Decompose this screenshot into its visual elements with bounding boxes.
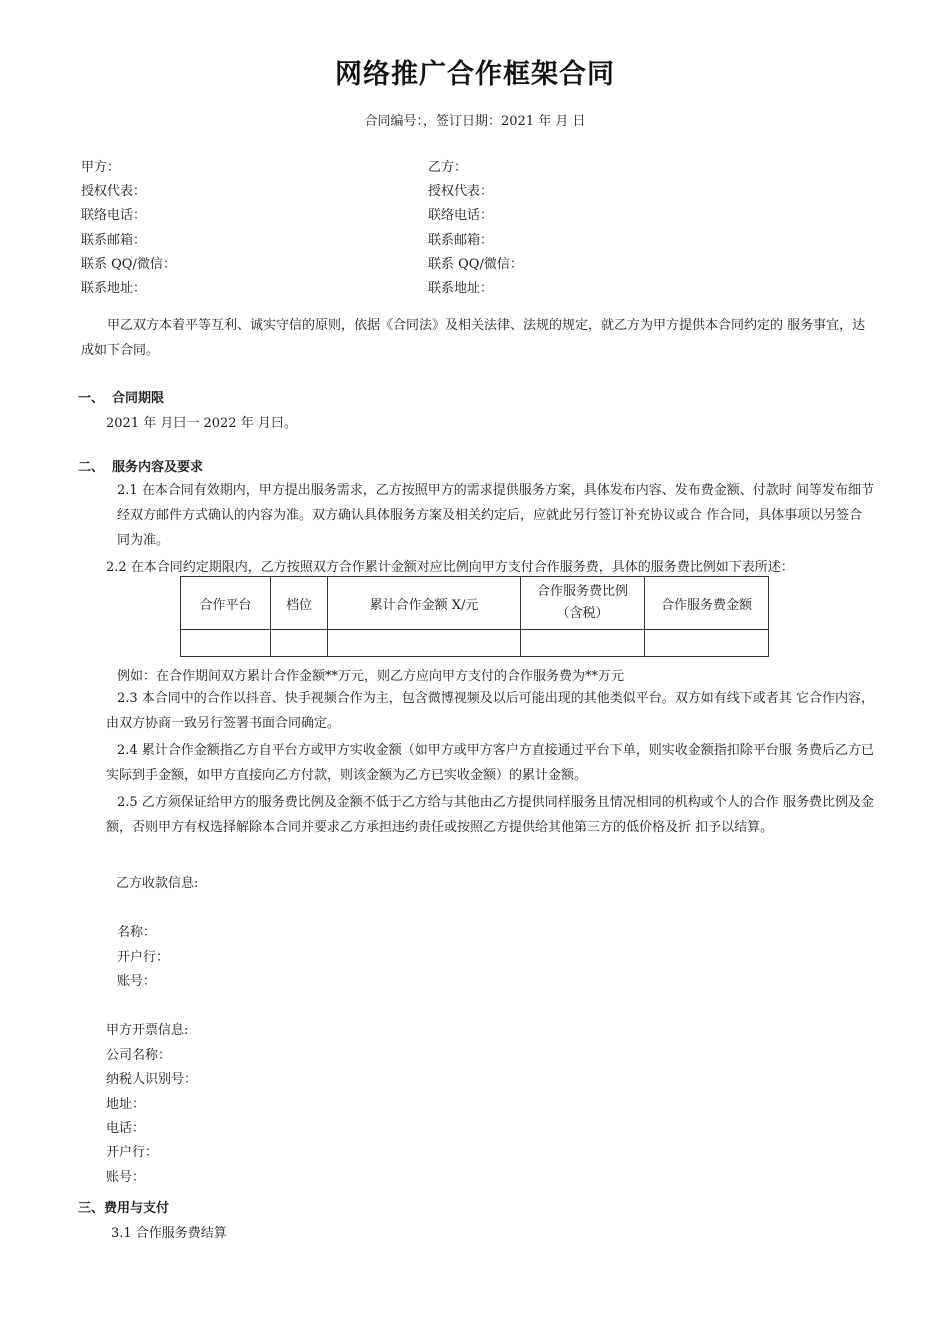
fee-example: 例如：在合作期间双方累计合作金额**万元，则乙方应向甲方支付的合作服务费为**万元 <box>117 669 625 684</box>
header-tier: 档位 <box>271 577 328 630</box>
table-row <box>181 630 769 657</box>
party-b-phone: 联络电话： <box>428 208 494 223</box>
section-3-number: 三、 <box>78 1201 105 1216</box>
party-a-email: 联系邮箱： <box>81 233 147 248</box>
invoice-company: 公司名称： <box>106 1048 172 1063</box>
party-b-qq: 联系 QQ/微信： <box>428 257 523 272</box>
party-a-address: 联系地址： <box>81 281 147 296</box>
table-cell <box>521 630 645 657</box>
clause-2-3: 2.3 本合同中的合作以抖音、快手视频合作为主，包含微博视频及以后可能出现的其他类似平台。双方如有线下或者其 它合作内容，由双方协商一致另行签署书面合同确定。 <box>106 691 874 731</box>
header-platform: 合作平台 <box>181 577 271 630</box>
header-fee-amount: 合作服务费金额 <box>645 577 769 630</box>
invoice-phone: 电话： <box>106 1121 146 1136</box>
party-b-name: 乙方： <box>428 160 468 175</box>
section-1-number: 一、 <box>78 391 105 406</box>
party-a-qq: 联系 QQ/微信： <box>81 257 176 272</box>
document-title: 网络推广合作框架合同 <box>335 59 615 90</box>
header-fee-ratio <box>521 577 645 630</box>
service-fee-table <box>180 576 769 657</box>
payee-name: 名称： <box>117 925 157 940</box>
table-cell <box>328 630 521 657</box>
section-1-title: 合同期限 <box>112 391 165 406</box>
invoice-address: 地址： <box>106 1097 146 1112</box>
clause-3-1: 3.1 合作服务费结算 <box>111 1226 227 1241</box>
party-a-name: 甲方： <box>81 160 121 175</box>
table-cell <box>645 630 769 657</box>
invoice-bank: 开户行： <box>106 1145 159 1160</box>
table-cell <box>271 630 328 657</box>
party-a-rep: 授权代表： <box>81 184 147 199</box>
section-2-title: 服务内容及要求 <box>112 460 204 475</box>
header-fee-ratio-line2: （含税） <box>556 606 609 621</box>
payee-bank: 开户行： <box>117 950 170 965</box>
clause-2-1: 2.1 在本合同有效期内，甲方提出服务需求，乙方按照甲方的需求提供服务方案，具体发布内容、发布费金额、付款时 间等发布细节经双方邮件方式确认的内容为准。双方确认具体服务方案及相关约定后，应就此另行签订补充协议或合 作合同，具体事项以另签合同为准。 <box>117 483 874 548</box>
payee-account: 账号： <box>117 974 157 989</box>
payee-heading: 乙方收款信息: <box>116 876 199 891</box>
section-2-number: 二、 <box>78 460 105 475</box>
invoice-tax-id: 纳税人识别号： <box>106 1072 198 1087</box>
clause-2-2: 2.2 在本合同约定期限内，乙方按照双方合作累计金额对应比例向甲方支付合作服务费，具体的服务费比例如下表所述： <box>106 560 794 575</box>
party-b-rep: 授权代表： <box>428 184 494 199</box>
intro-paragraph: 甲乙双方本着平等互利、诚实守信的原则，依据《合同法》及相关法律、法规的规定，就乙方为甲方提供本合同约定的 服务事宜，达成如下合同。 <box>81 318 866 358</box>
section-1-heading <box>78 387 164 406</box>
clause-2-4: 2.4 累计合作金额指乙方自平台方或甲方实收金额（如甲方或甲方客户方直接通过平台下单，则实收金额指扣除平台服 务费后乙方已实际到手金额，如甲方直接向乙方付款，则该金额为乙方已实收金额）的累计金额。 <box>106 743 874 783</box>
table-cell <box>181 630 271 657</box>
section-2-heading <box>78 456 203 475</box>
header-cumulative-amount: 累计合作金额 X/元 <box>328 577 521 630</box>
contract-term-text: 2021 年 月曰一 2022 年 月曰。 <box>106 416 297 431</box>
table-header-row <box>181 577 769 630</box>
party-a-phone: 联络电话： <box>81 208 147 223</box>
header-fee-ratio-line1: 合作服务费比例 <box>536 584 628 599</box>
section-3-title: 费用与支付 <box>104 1201 170 1216</box>
party-b-address: 联系地址： <box>428 281 494 296</box>
invoice-heading: 甲方开票信息: <box>106 1023 189 1038</box>
party-b-email: 联系邮箱： <box>428 233 494 248</box>
invoice-account: 账号： <box>106 1170 146 1185</box>
clause-2-5: 2.5 乙方须保证给甲方的服务费比例及金额不低于乙方给与其他由乙方提供同样服务且情况相同的机构或个人的合作 服务费比例及金额，否则甲方有权选择解除本合同并要求乙方承担违约责任或按照乙方提供给其他第三方的低价格及折 扣予以结算。 <box>106 795 874 835</box>
section-3-heading <box>78 1197 169 1216</box>
contract-number-date: 合同编号：，签订日期：2021 年 月 日 <box>364 114 586 129</box>
